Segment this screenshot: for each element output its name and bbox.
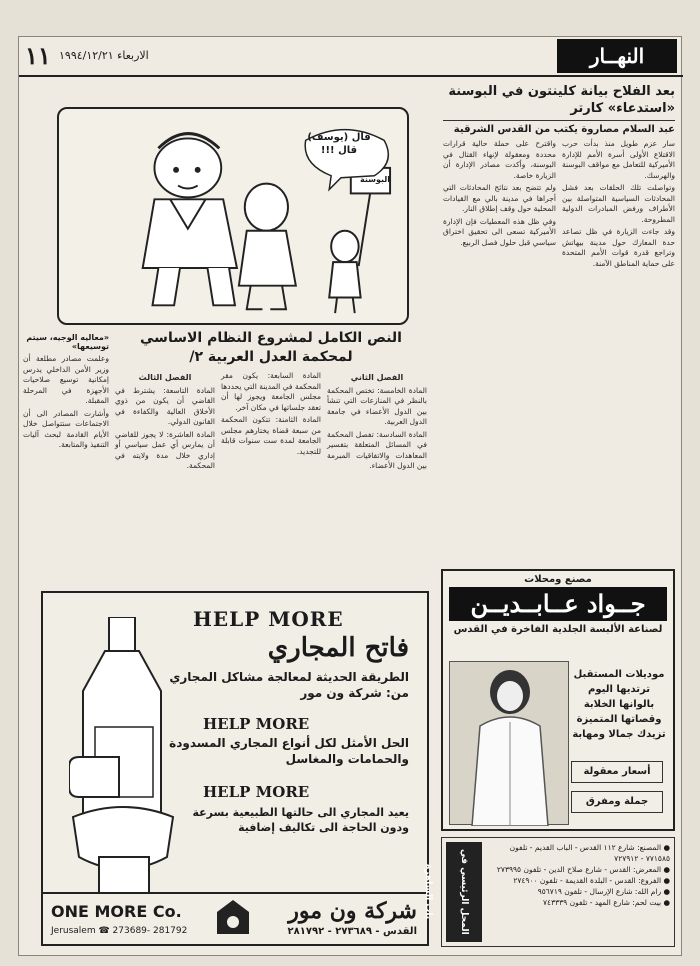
model-silhouette bbox=[450, 662, 570, 826]
company-phone-ar: القدس - ٢٧٣٦٨٩ - ٢٨١٧٩٢ bbox=[287, 926, 417, 937]
product-name-ar: فاتح المجاري bbox=[267, 633, 409, 663]
lead-column-b bbox=[443, 139, 556, 271]
paragraph: وقد جاءت الزيارة في ظل تصاعد حدة المعارك حول مدينة بيهاتش وتراجع قدرة قوات الأمم المتحدة على حماية المناطق الآمنة. bbox=[562, 227, 675, 268]
jawad-abdeen-advertisement bbox=[441, 569, 675, 831]
ad-slogan: موديلات المستقبل ترتديها اليوم بالوانها الخلابة وقصاتها المتميزة تزيدك جمالا ومهابة bbox=[572, 669, 666, 740]
paragraph: المادة الثامنة: تتكون المحكمة من سبعة قضاة يختارهم مجلس الجامعة لمدة ست سنوات قابلة للتجديد. bbox=[221, 415, 321, 456]
paragraph: وفي ظل هذه المعطيات فإن الإدارة الأميركية تسعى الى تحقيق اختراق سياسي قبل حلول فصل الربيع. bbox=[443, 216, 556, 247]
address-line: ● المعرض: القدس - شارع صلاح الدين - تلفون ٢٧٣٩٩٥ bbox=[496, 865, 670, 874]
issue-date: الاربعاء ١٩٩٤/١٢/٢١ bbox=[59, 49, 149, 62]
paragraph: واقترح على حملة حالية قرارات محددة ومعقولة لإنهاء القتال في البوسنة، وأكدت مصادر الإدارة أن الزيارة خاصة. bbox=[443, 139, 556, 180]
feature-column-b bbox=[221, 371, 321, 474]
ad-footer bbox=[43, 892, 427, 944]
paragraph: وعلمت مصادر مطلعة أن وزير الأمن الداخلي يدرس إمكانية توسيع صلاحيات الأجهزة في المرحلة المقبلة. bbox=[23, 354, 109, 405]
ad-line: الطريقة الحديثة لمعالجة مشاكل المجاري من: شركة ون مور bbox=[169, 670, 409, 700]
address-line: ● بيت لحم: شارع المهد - تلفون ٧٤٣٣٣٩ bbox=[543, 898, 670, 907]
address-line: ● رام الله: شارع الإرسال - تلفون ٩٥٦٧١٩ bbox=[537, 887, 670, 896]
ad-line: يعيد المجاري الى حالتها الطبيعية بسرعة ودون الحاجة الى تكاليف إضافية bbox=[192, 806, 409, 834]
paragraph: ولم تتضح بعد نتائج المحادثات التي أجراها في مدينة بالي مع القيادات المحلية حول وقف إطلاق النار. bbox=[443, 183, 556, 213]
brand-name: جــواد عــابــديــن bbox=[449, 587, 667, 621]
paragraph: وأشارت المصادر الى أن الاجتماعات ستتواصل خلال الأيام القادمة لبحث آليات التنفيذ والمتابعة. bbox=[23, 408, 109, 449]
feature-column-c bbox=[115, 371, 215, 474]
ad-address-block bbox=[423, 837, 675, 947]
company-phone-en: Jerusalem ☎ 273689- 281792 bbox=[51, 926, 188, 936]
newspaper-page bbox=[18, 36, 682, 956]
price-box: أسعار معقولة bbox=[571, 761, 663, 783]
helpmore-advertisement bbox=[41, 591, 429, 946]
ad-line: الحل الأمثل لكل أنواع المجاري المسدودة والحمامات والمغاسل bbox=[169, 736, 409, 766]
side-column bbox=[23, 333, 109, 453]
lead-column-a bbox=[562, 139, 675, 271]
editorial-cartoon bbox=[57, 107, 409, 325]
brand-name-en: HELP MORE bbox=[203, 783, 310, 801]
lead-byline: عبد السلام مصاروة يكتب من القدس الشرقية bbox=[453, 124, 675, 135]
model-photo bbox=[449, 661, 569, 825]
brand-name-en: HELP MORE bbox=[193, 607, 344, 631]
side-text bbox=[23, 354, 109, 451]
brand-tagline: لصناعة الألبسة الجلدية الفاخرة في القدس bbox=[453, 624, 663, 635]
feature-article bbox=[115, 329, 427, 474]
section-heading: الفصل الثاني bbox=[350, 373, 404, 382]
ad-kicker: مصنع ومحلات bbox=[524, 574, 592, 585]
paragraph: المادة السابعة: يكون مقر المحكمة في المدينة التي يحددها مجلس الجامعة ويجوز لها أن تعقد جلساتها في مكان آخر. bbox=[221, 371, 321, 412]
page-number: ١١ bbox=[25, 41, 51, 70]
feature-title: النص الكامل لمشروع النظام الاساسي لمحكمة العدل العربية ٢/ bbox=[140, 330, 402, 365]
page-header bbox=[19, 37, 683, 77]
company-name-ar: شركة ون مور bbox=[288, 898, 417, 924]
lead-headline: بعد الفلاح بيانة كلينتون في البوسنة «استدعاء» كارتر bbox=[443, 83, 675, 121]
cartoon-speech: قال (يوسف) قال !!! bbox=[307, 132, 371, 156]
wholesale-box: جملة ومفرق bbox=[571, 791, 663, 813]
newspaper-logo: النهــار bbox=[557, 39, 677, 73]
bottle-illustration bbox=[69, 617, 179, 897]
address-line: ● المصنع: شارع ١١٢ القدس - الباب القديم - تلفون ٧٧١٥٨٥ - ٧٢٧٩١٢ bbox=[509, 843, 670, 863]
main-store-stamp: المحل الرئيسي في باب الساهرة bbox=[446, 842, 482, 942]
paragraph: المادة التاسعة: يشترط في القاضي أن يكون من ذوي الأخلاق العالية والكفاءة في القانون الدولي. bbox=[115, 385, 215, 426]
company-logo-icon bbox=[213, 898, 253, 942]
paragraph: المادة الخامسة: تختص المحكمة بالنظر في المنازعات التي تنشأ بين الدول الأعضاء في جامعة الدول العربية. bbox=[327, 385, 427, 426]
paragraph: سار عزم طويل منذ بدأت حرب الاقتلاع الأولى أسرة الأمم للإدارة الأميركية للتعامل مع مواقف البوسنة والهرسك. bbox=[562, 139, 675, 180]
paragraph: المادة السادسة: تفصل المحكمة في المسائل المتعلقة بتفسير المعاهدات والاتفاقيات المبرمة بين الدول الأعضاء. bbox=[327, 429, 427, 470]
address-list bbox=[484, 842, 670, 908]
lead-article bbox=[443, 83, 675, 271]
company-name-en: ONE MORE Co. bbox=[51, 902, 182, 921]
side-subtitle: «معاليه الوجيه، سيتم توسيعها» bbox=[26, 333, 109, 351]
paragraph: المادة العاشرة: لا يجوز للقاضي أن يمارس أي عمل سياسي أو إداري خلال مدة ولايته في المحكمة. bbox=[115, 429, 215, 470]
section-heading: الفصل الثالث bbox=[138, 373, 192, 382]
brand-name-en: HELP MORE bbox=[203, 715, 310, 733]
cartoon-sign: البوسنة bbox=[359, 175, 390, 184]
feature-column-a bbox=[327, 371, 427, 474]
address-line: ● الفروع: القدس - البلدة القديمة - تلفون ٢٧٤٩٠٠ bbox=[513, 876, 670, 885]
paragraph: وتواصلت تلك الحلقات بعد فشل المحادثات السياسية المتواصلة بين الأطراف ورفض المبادرات الدولية المطروحة. bbox=[562, 183, 675, 224]
